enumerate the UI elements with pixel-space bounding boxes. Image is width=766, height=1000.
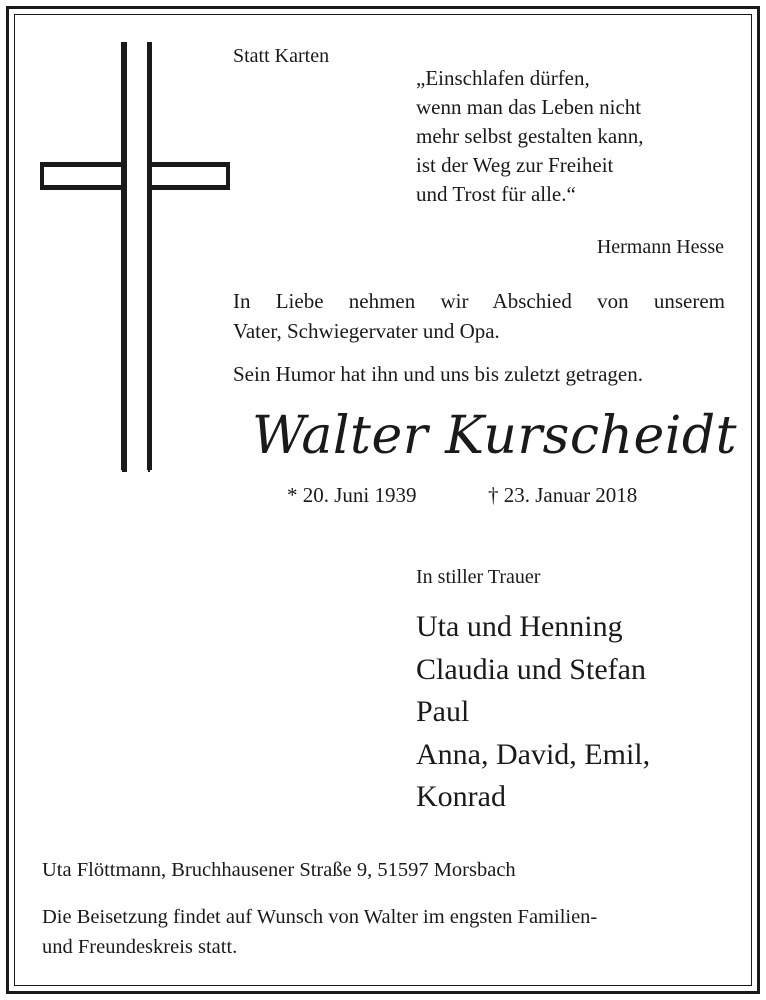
family-line: Claudia und Stefan <box>416 652 646 686</box>
cross-bars <box>40 42 230 482</box>
family-line: Anna, David, Emil, <box>416 737 651 771</box>
family-list <box>416 606 650 819</box>
mourning-intro: In stiller Trauer <box>416 566 541 588</box>
statt-karten: Statt Karten <box>233 45 330 67</box>
address-line: Uta Flöttmann, Bruchhausener Straße 9, 51597 Morsbach <box>42 859 516 881</box>
burial-line-2: und Freundeskreis statt. <box>42 936 238 958</box>
farewell-line-2: Vater, Schwiegervater und Opa. <box>233 319 500 343</box>
deceased-name: Walter Kurscheidt <box>252 406 738 466</box>
quote-block <box>416 64 643 209</box>
quote-line: „Einschlafen dürfen, <box>416 66 590 90</box>
quote-line: mehr selbst gestalten kann, <box>416 124 644 148</box>
quote-line: und Trost für alle.“ <box>416 182 576 206</box>
family-line: Paul <box>416 695 470 728</box>
quote-line: ist der Weg zur Freiheit <box>416 153 614 177</box>
family-line: Konrad <box>416 780 506 813</box>
burial-line-1: Die Beisetzung findet auf Wunsch von Walter im engsten Familien- <box>42 906 598 928</box>
death-date: † 23. Januar 2018 <box>488 483 638 507</box>
quote-author: Hermann Hesse <box>596 236 724 258</box>
family-line: Uta und Henning <box>416 610 623 643</box>
birth-date: * 20. Juni 1939 <box>287 483 417 507</box>
farewell-line-1: In Liebe nehmen wir Abschied von unserem <box>233 289 725 313</box>
quote-line: wenn man das Leben nicht <box>416 95 642 119</box>
humor-line: Sein Humor hat ihn und uns bis zuletzt getragen. <box>233 362 644 386</box>
